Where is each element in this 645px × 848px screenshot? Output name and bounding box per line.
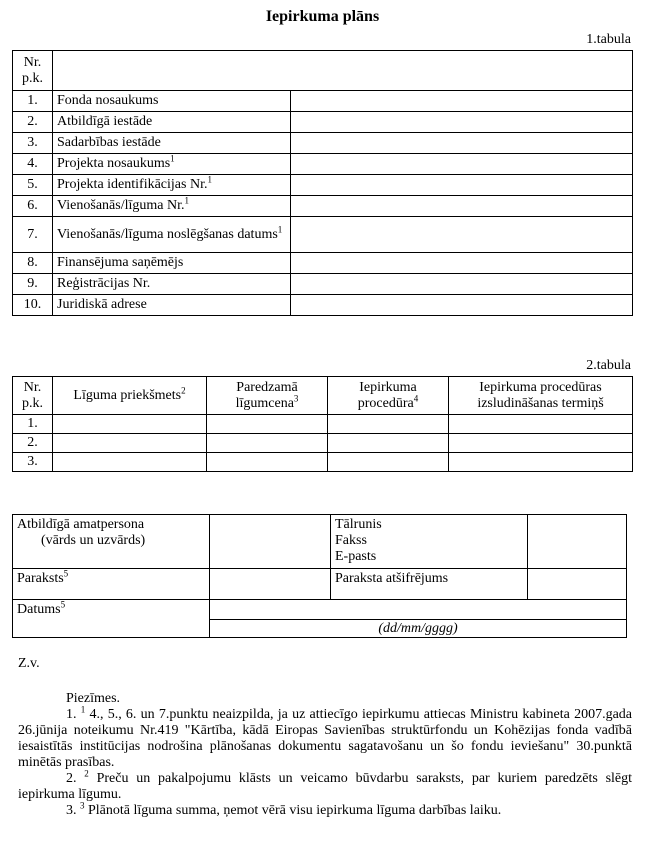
table1-row-nr: 3. — [13, 133, 53, 154]
table1-row-label — [53, 133, 291, 154]
date-row — [13, 600, 627, 620]
note-item — [18, 800, 632, 819]
official-sub-label: (vārds un uzvārds) — [41, 533, 146, 548]
signature-decode-label-cell — [331, 569, 528, 600]
note-number: 3. — [66, 803, 77, 818]
table2-cell — [328, 453, 449, 472]
table2-row-nr: 3. — [13, 453, 53, 472]
signature-sup: 5 — [63, 568, 69, 579]
official-label-cell — [13, 515, 210, 569]
note-number: 2. — [66, 771, 77, 786]
table2-cell — [53, 453, 207, 472]
contact-values-cell — [528, 515, 627, 569]
table1-row — [13, 295, 633, 316]
table1-row-value — [291, 154, 633, 175]
signature-decode-label: Paraksta atšifrējums — [335, 571, 449, 586]
table1-row-text: Projekta nosaukums — [57, 156, 171, 171]
table1-row — [13, 112, 633, 133]
footnote-ref: 4 — [413, 392, 419, 403]
note-text: Plānotā līguma summa, ņemot vērā visu iepirkuma līguma darbības laiku. — [84, 803, 502, 818]
table2-header-row — [13, 377, 633, 415]
table2-header-cell — [328, 377, 449, 415]
signature-label-cell — [13, 569, 210, 600]
responsible-official-table — [12, 514, 627, 638]
table1-header-nr: Nr. p.k. — [13, 51, 53, 91]
table1-row-value — [291, 295, 633, 316]
table1-row — [13, 175, 633, 196]
note-item — [18, 768, 633, 803]
table1-row-text: Finansējuma saņēmējs — [57, 255, 184, 270]
note-item — [18, 704, 632, 771]
note-sup: 1 — [80, 704, 86, 715]
table1-row-value — [291, 274, 633, 295]
table1-row-text: Vienošanās/līguma noslēgšanas datums — [57, 226, 278, 242]
table2-cell — [53, 434, 207, 453]
table1-row — [13, 253, 633, 274]
signature-cell — [210, 569, 331, 600]
table1-row-value — [291, 217, 633, 253]
footnote-ref: 3 — [293, 392, 299, 403]
table2-header-cell — [449, 377, 633, 415]
project-info-table — [12, 50, 633, 316]
footnote-ref: 1 — [207, 174, 212, 185]
official-row — [13, 515, 627, 569]
table1-row-nr: 5. — [13, 175, 53, 196]
table1-row-value — [291, 112, 633, 133]
date-label-cell — [13, 600, 210, 638]
table2-cell — [328, 415, 449, 434]
table1-row-text: Vienošanās/līguma Nr. — [57, 198, 185, 213]
table1-row-text: Reģistrācijas Nr. — [57, 276, 151, 291]
table2-row-nr: 1. — [13, 415, 53, 434]
table1-row — [13, 154, 633, 175]
table1-row-nr: 4. — [13, 154, 53, 175]
date-value-cell — [210, 600, 627, 620]
table2-row — [13, 453, 633, 472]
footnote-ref: 1 — [277, 223, 283, 234]
table1-row-nr: 6. — [13, 196, 53, 217]
fax-label: Fakss — [335, 533, 367, 548]
phone-label: Tālrunis — [335, 517, 382, 532]
table2-header-text: Nr. p.k. — [22, 379, 43, 411]
table1-row-nr: 9. — [13, 274, 53, 295]
table2-cell — [449, 453, 633, 472]
table2-header-cell — [207, 377, 328, 415]
table1-row-value — [291, 253, 633, 274]
table2-header-text: Līguma priekšmets — [73, 387, 182, 403]
table2-cell — [449, 434, 633, 453]
table1-row-text: Projekta identifikācijas Nr. — [57, 177, 208, 192]
table1-row-text: Sadarbības iestāde — [57, 135, 161, 150]
official-label: Atbildīgā amatpersona — [17, 517, 145, 532]
table2-header-cell — [13, 377, 53, 415]
date-sup: 5 — [60, 599, 66, 610]
table1-row-text: Atbildīgā iestāde — [57, 114, 153, 129]
seal-placeholder: Z.v. — [18, 656, 40, 671]
notes-list — [18, 704, 633, 819]
note-sup: 2 — [84, 768, 89, 779]
date-format: (dd/mm/gggg) — [210, 620, 627, 638]
table2-header-text: Iepirkuma procedūra — [357, 379, 417, 411]
table1-row-label — [53, 253, 291, 274]
note-sup: 3 — [80, 800, 85, 811]
table1-row-nr: 7. — [13, 217, 53, 253]
procurement-table — [12, 376, 633, 472]
table1-header-blank — [53, 51, 633, 91]
footnote-ref: 1 — [170, 153, 175, 164]
signature-row — [13, 569, 627, 600]
table1-row-label — [53, 295, 291, 316]
table1-row-label — [53, 154, 291, 175]
table1-row-label — [53, 91, 291, 112]
table1-row — [13, 217, 633, 253]
table1-label: 1.tabula — [586, 32, 631, 47]
table1-row-value — [291, 175, 633, 196]
table2-header-text: Iepirkuma procedūras izsludināšanas termiņš — [477, 379, 604, 411]
table2-cell — [53, 415, 207, 434]
note-text: Preču un pakalpojumu klāsts un veicamo būvdarbu saraksts, par kuriem paredzēts slēgt iepirkuma līgumu. — [18, 771, 633, 802]
table2-header-text: Paredzamā līgumcena — [235, 379, 298, 411]
table2-cell — [207, 434, 328, 453]
table1-row-nr: 2. — [13, 112, 53, 133]
table1-row-value — [291, 196, 633, 217]
official-name-cell — [210, 515, 331, 569]
table1-row-nr: 10. — [13, 295, 53, 316]
page-title: Iepirkuma plāns — [265, 8, 380, 25]
table2-cell — [207, 415, 328, 434]
table1-row-nr: 1. — [13, 91, 53, 112]
contact-labels-cell — [331, 515, 528, 569]
notes-block — [18, 691, 632, 819]
table2-cell — [449, 415, 633, 434]
table1-row-text: Fonda nosaukums — [57, 93, 159, 108]
table1-row-nr: 8. — [13, 253, 53, 274]
table1-row-label — [53, 112, 291, 133]
note-text: 4., 5., 6. un 7.punktu neaizpilda, ja uz attiecīgo iepirkumu attiecas Ministru kabineta 2007.gada 26.jūnija noteikumu Nr.419 "Kārtība, kādā Eiropas Savienības struktūrfondu un Kohēzijas fonda vadībā iesaistītās institūcijas nodrošina plānošanas dokumentu sagatavošanu un šo fondu ieviešanu" 30.punktā minētās prasības. — [18, 707, 632, 770]
email-label: E-pasts — [335, 549, 377, 564]
table1-row — [13, 274, 633, 295]
table2-cell — [207, 453, 328, 472]
table1-header-row — [13, 51, 633, 91]
table2-row — [13, 415, 633, 434]
footnote-ref: 1 — [184, 195, 189, 206]
table1-row-label — [53, 196, 291, 217]
table1-row-label — [53, 274, 291, 295]
table1-row-value — [291, 133, 633, 154]
table1-row — [13, 91, 633, 112]
date-label: Datums — [17, 602, 61, 617]
table1-row-value — [291, 91, 633, 112]
table2-label: 2.tabula — [586, 358, 631, 373]
table2-header-cell — [53, 377, 207, 415]
footnote-ref: 2 — [181, 384, 186, 395]
table1-row-text: Juridiskā adrese — [57, 297, 147, 312]
table2-row — [13, 434, 633, 453]
signature-decode-cell — [528, 569, 627, 600]
table1-row-label — [53, 175, 291, 196]
table1-row — [13, 196, 633, 217]
table1-row-label — [53, 217, 291, 253]
signature-label: Paraksts — [17, 571, 64, 586]
notes-heading: Piezīmes. — [66, 691, 121, 706]
table2-cell — [328, 434, 449, 453]
note-number: 1. — [66, 707, 77, 722]
table2-row-nr: 2. — [13, 434, 53, 453]
table1-row — [13, 133, 633, 154]
